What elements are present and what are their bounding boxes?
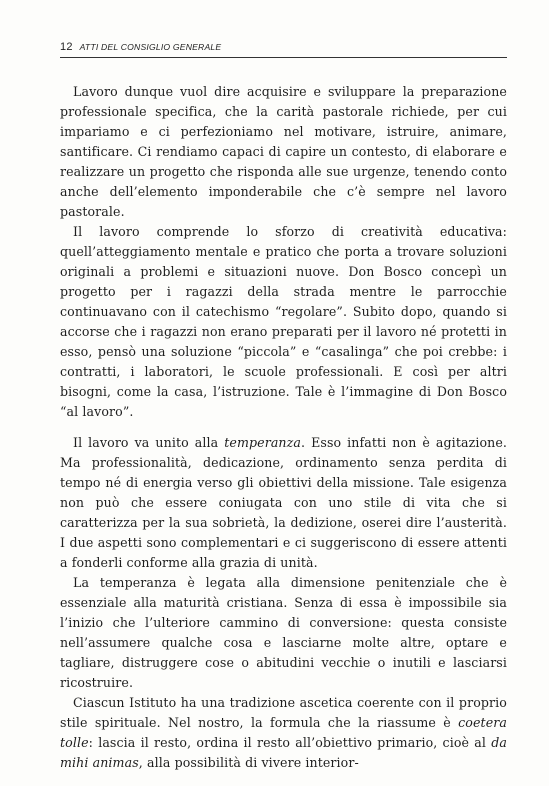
page-number: 12 (60, 41, 73, 53)
emphasis-da-mihi-animas: da mihi animas (60, 735, 507, 770)
paragraph-2: Il lavoro comprende lo sforzo di creatività educativa: quell’atteggiamento mentale e pratico che porta a trovare soluzioni originali a problemi e situazioni nuove. Don Bosco concepì un progetto per i ragazzi della strada mentre le parrocchie continuavano con il catechismo “regolare”. Subito dopo, quando si accorse che i ragazzi non erano preparati per il lavoro né protetti in esso, pensò una soluzione “piccola” e “casalinga” che poi crebbe: i contratti, i laboratori, le scuole professionali. E così per altri bisogni, come la casa, l’istruzione. Tale è l’immagine di Don Bosco “al lavoro”. (60, 224, 507, 419)
paragraph-4: La temperanza è legata alla dimensione penitenziale che è essenziale alla maturità cristiana. Senza di essa è impossibile sia l’inizio che l’ulteriore cammino di conversione: questa consiste nell’assumere qualche cosa e lasciarne molte altre, optare e tagliare, distruggere cose o abitudini vecchie o inutili e lasciarsi ricostruire. (60, 575, 507, 690)
paragraph-5-text-a: Ciascun Istituto ha una tradizione ascetica coerente con il proprio stile spirituale. Nel nostro, la formula che la riassume è (60, 695, 507, 730)
paragraph-5-text-b: : lascia il resto, ordina il resto all’obiettivo primario, cioè al (88, 735, 492, 750)
paragraph-1: Lavoro dunque vuol dire acquisire e sviluppare la preparazione professionale specifica, che la carità pastorale richiede, per cui impariamo e ci perfezioniamo nel motivare, istruire, animare, santificare. Ci rendiamo capaci di capire un contesto, di elaborare e realizzare un progetto che risponda alle sue urgenze, tenendo conto anche dell’elemento imponderabile che c’è sempre nel lavoro pastorale. (60, 84, 507, 219)
emphasis-temperanza: temperanza (224, 435, 301, 450)
running-header (60, 41, 507, 58)
paragraph-3-text-a: Il lavoro va unito alla (73, 435, 225, 450)
paragraph-5 (60, 693, 507, 773)
paragraph-3 (60, 433, 507, 573)
paragraph-5-text-c: , alla possibilità di vivere interior- (138, 755, 359, 770)
emphasis-coetera-tolle: coetera tolle (60, 715, 507, 750)
body-text (60, 82, 507, 773)
paragraph-3-text-b: . Esso infatti non è agitazione. Ma professionalità, dedicazione, ordinamento senza perdita di tempo né di energia verso gli obiettivi della missione. Tale esigenza non può che essere coniugata con uno stile di vita che si caratterizza per la sua sobrietà, la dedizione, oserei dire l’austerità. I due aspetti sono complementari e ci suggeriscono di essere attenti a fonderli conforme alla grazia di unità. (60, 435, 507, 570)
running-title: ATTI DEL CONSIGLIO GENERALE (79, 42, 222, 52)
